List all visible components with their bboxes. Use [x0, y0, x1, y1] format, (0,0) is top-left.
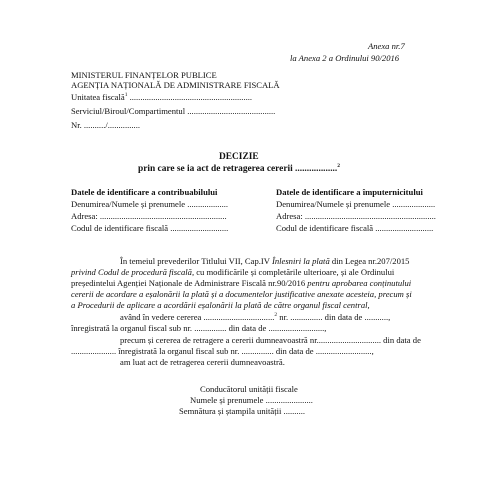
- signature-head: Conducătorul unității fiscale: [200, 384, 298, 394]
- p2-l1-part-b: nr. ............... din data de ...........,: [277, 312, 391, 322]
- body-p3-line1: precum și cererea de retragere a cererii dumneavoastră nr.............................. din data de: [120, 335, 421, 345]
- body-p2-line1: [120, 312, 390, 322]
- service-line: Serviciul/Biroul/Compartimentul .........................................: [71, 106, 276, 116]
- representative-code: Codul de identificare fiscală ...........................: [276, 223, 434, 233]
- body-p1-line1: [120, 256, 409, 266]
- annex-number: Anexa nr.7: [368, 41, 405, 51]
- fiscal-unit-dots: .........................................................: [127, 92, 253, 102]
- body-p2-line2: înregistrată la organul fiscal sub nr. ............... din data de ..........................,: [71, 323, 327, 333]
- representative-name: Denumirea/Numele și prenumele ....................: [276, 199, 436, 209]
- taxpayer-heading: Datele de identificare a contribuabilului: [71, 187, 218, 197]
- taxpayer-address: Adresa: ...........................................................: [71, 211, 227, 221]
- taxpayer-code: Codul de identificare fiscală ...........................: [71, 223, 229, 233]
- document-title: DECIZIE: [219, 152, 259, 162]
- subtitle-text: prin care se ia act de retragerea cererii ..................: [138, 164, 338, 174]
- p1-l1-part-c: din Legea nr.207/2015: [329, 256, 410, 266]
- p1-l2-part-b: cu modificările și completările ulterioare, și ale Ordinului: [194, 267, 395, 277]
- body-p1-line5: a Procedurii de aplicare a acordării eșalonării la plată de către organul fiscal central,: [71, 300, 370, 310]
- annex-reference: la Anexa 2 a Ordinului 90/2016: [290, 53, 400, 63]
- body-p1-line3: [71, 278, 411, 288]
- footnote-2-ref: 2: [274, 312, 278, 319]
- body-p1-line4: cererii de acordare a eșalonării la plată și a documentelor justificative anexate acesteia, precum și: [71, 289, 412, 299]
- taxpayer-name: Denumirea/Numele și prenumele ...................: [71, 199, 229, 209]
- registration-number: Nr. ........../...............: [71, 120, 140, 130]
- footnote-2: 2: [337, 162, 340, 169]
- representative-address: Adresa: .............................................................: [276, 211, 436, 221]
- signature-name: Numele și prenumele ......................: [190, 395, 313, 405]
- p1-l3-part-b: pentru aprobarea conținutului: [307, 278, 412, 288]
- p1-l3-part-a: președintelui Agenției Naționale de Administrare Fiscală nr.90/2016: [71, 278, 308, 288]
- agency-name: AGENȚIA NAȚIONALĂ DE ADMINISTRARE FISCALĂ: [71, 80, 280, 90]
- ministry-name: MINISTERUL FINANȚELOR PUBLICE: [71, 70, 217, 80]
- signature-stamp: Semnătura și ștampila unității ..........: [179, 406, 306, 416]
- p1-l2-part-a: privind Codul de procedură fiscală,: [71, 267, 195, 277]
- document-subtitle: [138, 164, 340, 174]
- fiscal-unit-label: Unitatea fiscală: [71, 92, 125, 102]
- p1-l1-part-b: Înlesniri la plată: [271, 256, 330, 266]
- body-p3-line2: ..................... înregistrată la organul fiscal sub nr. ............... din data de ..........................,: [71, 346, 374, 356]
- fiscal-unit-line: [71, 92, 252, 102]
- p2-l1-part-a: având în vedere cererea .................................: [120, 312, 275, 322]
- body-p4: am luat act de retragerea cererii dumneavoastră.: [120, 357, 285, 367]
- body-p1-line2: [71, 267, 394, 277]
- footnote-1: 1: [124, 92, 128, 99]
- representative-heading: Datele de identificare a împuternicitului: [276, 187, 423, 197]
- p1-l1-part-a: În temeiul prevederilor Titlului VII, Cap.IV: [120, 256, 272, 266]
